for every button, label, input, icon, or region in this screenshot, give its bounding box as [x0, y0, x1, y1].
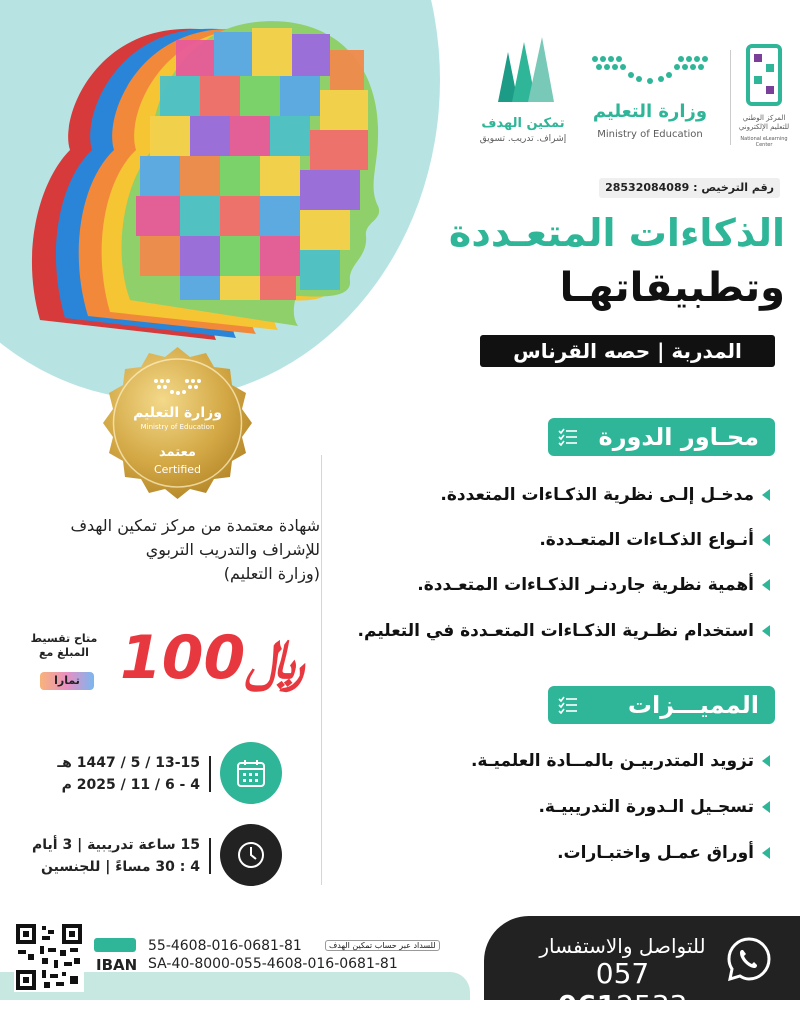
date-gregorian: 4 - 6 / 11 / 2025 م: [61, 777, 200, 793]
certificate-line-1: شهادة معتمدة من مركز تمكين الهدف: [70, 516, 320, 535]
bullet-triangle-icon: [762, 489, 770, 501]
phone-suffix: 2533: [616, 989, 688, 1022]
qr-code-icon[interactable]: [14, 922, 84, 992]
checklist-icon: [558, 428, 578, 446]
calendar-icon: [235, 757, 267, 789]
certificate-note: [20, 514, 320, 586]
axes-item: [330, 480, 770, 510]
account-number: 55-4608-016-0681-81: [148, 938, 302, 954]
features-heading: المميـــزات: [627, 691, 759, 719]
features-item: [330, 792, 770, 822]
seal-certified-en: Certified: [153, 463, 202, 476]
price-amount: [120, 622, 305, 696]
column-divider: [321, 455, 322, 885]
clock-icon: [235, 839, 267, 871]
tamara-badge: تمارا: [40, 672, 94, 690]
whatsapp-icon[interactable]: [725, 935, 773, 983]
iban-label: IBAN: [96, 956, 138, 974]
installment-line-2: المبلغ مع: [39, 646, 89, 659]
tamkeen-tagline: إشراف. تدريب. تسويق: [479, 134, 567, 144]
seal-ministry-ar: وزارة التعليم: [133, 405, 222, 421]
installment-note: [20, 632, 108, 660]
features-item-text: أوراق عمـل واختبـارات.: [557, 843, 754, 863]
tamkeen-name: تمكين الهدف: [481, 116, 565, 131]
axes-heading: محـاور الدورة: [598, 423, 759, 451]
time-divider: [209, 838, 211, 874]
bullet-triangle-icon: [762, 625, 770, 637]
nelc-name-en: National eLearning Center: [740, 136, 788, 148]
date-hijri: 13-15 / 5 / 1447 هـ: [57, 755, 200, 771]
bullet-triangle-icon: [762, 579, 770, 591]
contact-label: للتواصل والاستفسار: [539, 934, 706, 958]
currency-symbol: ﷼: [245, 628, 305, 691]
contact-phone[interactable]: [535, 958, 710, 1022]
axes-item-text: استخدام نظـرية الذكـاءات المتعـددة في التعليم.: [357, 621, 754, 641]
course-title: الذكاءات المتعـددة: [448, 211, 785, 255]
course-hours: 15 ساعة تدريبية | 3 أيام: [32, 837, 200, 853]
bullet-triangle-icon: [762, 534, 770, 546]
ministry-name-ar: وزارة التعليم: [592, 101, 708, 122]
course-time: 4 : 30 مساءً | للجنسين: [41, 859, 200, 875]
ministry-name-en: Ministry of Education: [597, 129, 703, 140]
nelc-name-ar: المركز الوطني للتعليم الإلكتروني: [738, 114, 790, 131]
installment-line-1: متاح تقسيط: [30, 632, 98, 645]
features-item: [330, 838, 770, 868]
axes-item-text: مدخـل إلـى نظرية الذكـاءات المتعددة.: [440, 485, 754, 505]
price-tag: [105, 622, 305, 702]
axes-section-header: [548, 418, 775, 456]
trainer-badge: المدربة | حصه القرناس: [480, 335, 775, 367]
divider-line: [730, 50, 731, 145]
axes-item-text: أنـواع الذكـاءات المتعـددة.: [539, 530, 754, 550]
bullet-triangle-icon: [762, 847, 770, 859]
seal-ministry-en: Ministry of Education: [140, 423, 215, 431]
phone-prefix: 057: [595, 957, 650, 990]
ministry-of-education-logo: [575, 45, 725, 155]
bullet-triangle-icon: [762, 801, 770, 813]
certificate-line-2: للإشراف والتدريب التربوي: [145, 540, 320, 559]
license-text: رقم الترخيص : 28532084089: [599, 178, 780, 198]
iban-number: SA-40-8000-055-4608-016-0681-81: [148, 956, 398, 972]
account-note: للسداد عبر حساب تمكين الهدف: [325, 940, 440, 951]
course-subtitle: وتطبيقاتهـا: [559, 265, 785, 311]
seal-certified-ar: معتمد: [159, 445, 196, 460]
features-item-text: تسجـيل الـدورة التدريبيـة.: [538, 797, 754, 817]
price-value: 100: [119, 623, 246, 693]
features-item: [330, 746, 770, 776]
license-number: [570, 178, 780, 198]
certificate-line-3: (وزارة التعليم): [223, 564, 320, 583]
phone-mid: 061: [557, 989, 617, 1022]
nelc-mark-icon: [734, 40, 794, 110]
checklist-icon: [558, 696, 578, 714]
tamkeen-logo: [478, 32, 568, 152]
ministry-dots-icon: [575, 45, 725, 95]
axes-item-text: أهمية نظرية جاردنـر الذكـاءات المتعـددة.: [417, 575, 754, 595]
axes-item: [330, 570, 770, 600]
bullet-triangle-icon: [762, 755, 770, 767]
nelc-logo: [734, 40, 794, 160]
features-section-header: [548, 686, 775, 724]
certified-seal: [90, 335, 265, 510]
axes-item: [330, 616, 770, 646]
tamkeen-mark-icon: [478, 32, 568, 112]
date-divider: [209, 756, 211, 792]
features-item-text: تزويد المتدربيـن بالمــادة العلميـة.: [470, 751, 754, 771]
bank-logo-icon: [94, 938, 136, 952]
axes-item: [330, 525, 770, 555]
